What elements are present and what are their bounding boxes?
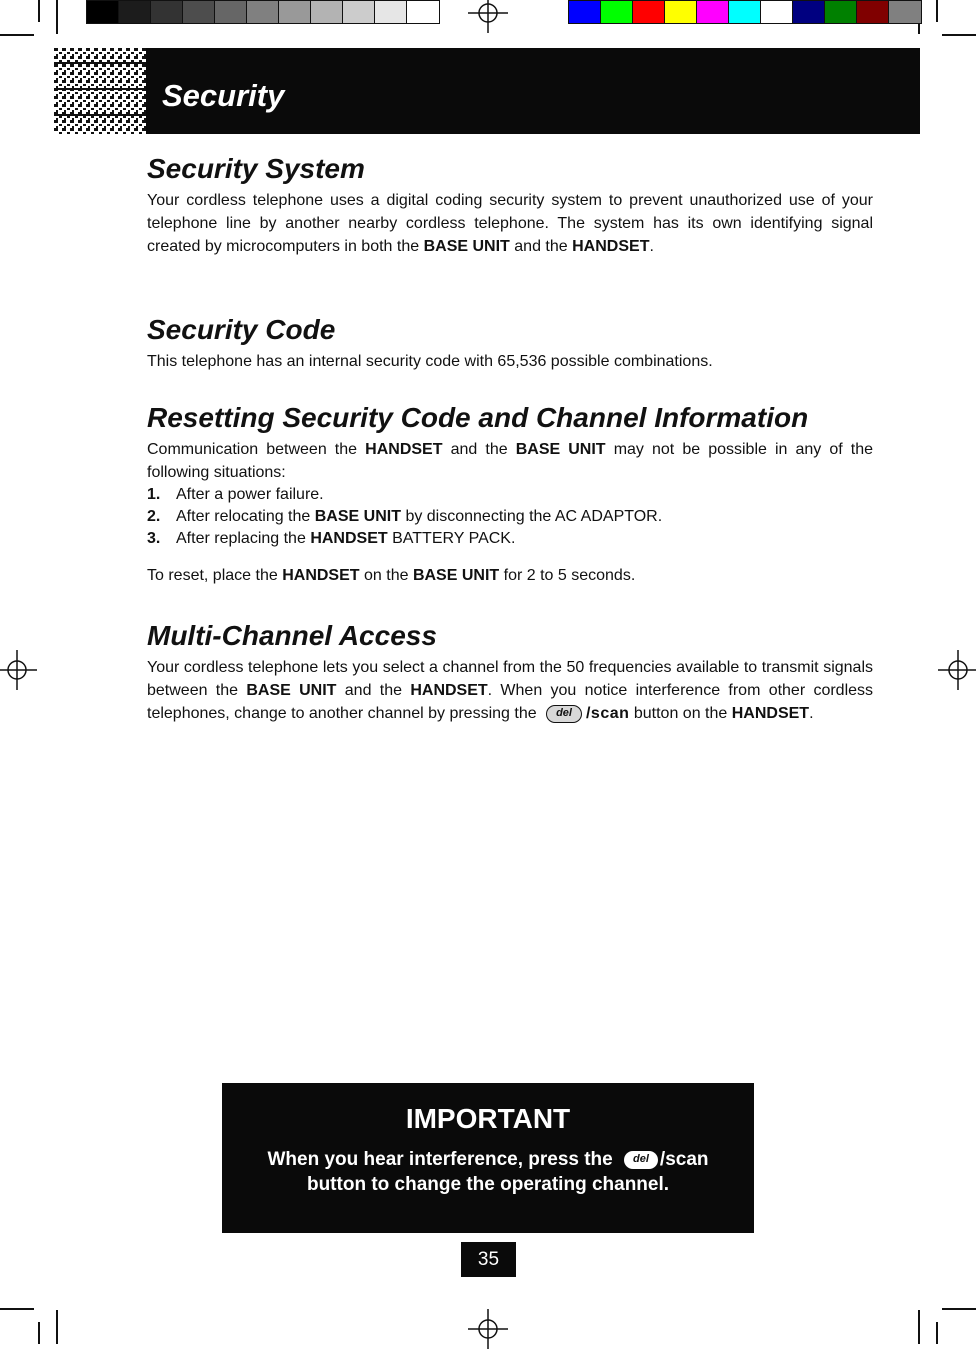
text-run: and the xyxy=(514,238,568,255)
section-paragraph: This telephone has an internal security code with 65,536 possible combinations. xyxy=(147,353,713,370)
bold-term: BASE UNIT xyxy=(246,682,337,699)
bold-term: HANDSET xyxy=(410,682,488,699)
important-text xyxy=(222,1147,754,1197)
important-notice-box xyxy=(222,1083,754,1233)
page-number: 35 xyxy=(461,1242,516,1277)
bold-term: HANDSET xyxy=(572,238,650,255)
resetting-section xyxy=(147,401,873,587)
color-calibration-bar xyxy=(568,0,922,24)
text-run: . When you notice interference from other cordless telephones, change to another channel by pressing the xyxy=(147,682,874,722)
text-run: . xyxy=(649,238,654,255)
text-run: To reset, place the xyxy=(147,567,278,584)
color-swatch xyxy=(665,1,697,23)
color-swatch xyxy=(601,1,633,23)
section-paragraph xyxy=(147,189,873,258)
gray-swatch xyxy=(407,1,439,23)
text-run: After relocating the xyxy=(176,508,311,525)
bold-term: BASE UNIT xyxy=(314,508,401,525)
crop-mark xyxy=(38,0,40,22)
page-title: Security xyxy=(162,78,285,113)
list-item xyxy=(147,484,873,506)
text-run: When you hear interference, press the xyxy=(267,1149,613,1170)
crop-mark xyxy=(942,34,976,36)
section-header-banner xyxy=(146,48,920,134)
bold-term: HANDSET xyxy=(282,567,360,584)
multi-channel-section xyxy=(147,619,873,725)
text-run: by disconnecting the AC ADAPTOR. xyxy=(405,508,663,525)
registration-mark-icon xyxy=(938,650,976,690)
color-swatch xyxy=(697,1,729,23)
gray-swatch xyxy=(375,1,407,23)
crop-mark xyxy=(918,1310,920,1344)
reset-instruction xyxy=(147,564,873,587)
text-run: on the xyxy=(364,567,409,584)
registration-mark-icon xyxy=(468,0,508,33)
text-run: may not be possible in any of the following situations: xyxy=(147,441,874,481)
security-code-section xyxy=(147,313,873,373)
bold-term: HANDSET xyxy=(731,705,810,722)
grayscale-calibration-bar xyxy=(86,0,440,24)
gray-swatch xyxy=(87,1,119,23)
color-swatch xyxy=(857,1,889,23)
gray-swatch xyxy=(279,1,311,23)
list-item xyxy=(147,506,873,528)
color-swatch xyxy=(793,1,825,23)
del-button-icon: del xyxy=(624,1151,658,1169)
text-run: Your cordless telephone uses a digital coding security system to prevent unauthorized use of your telephone line by another nearby cordless telephone. The system has its own identifying signal created by microcomputers in both the xyxy=(147,192,873,255)
text-run: . xyxy=(809,705,814,722)
text-run: Communication between the xyxy=(147,441,358,458)
text-run: for 2 to 5 seconds. xyxy=(503,567,636,584)
gray-swatch xyxy=(183,1,215,23)
crop-mark xyxy=(936,1322,938,1344)
gray-swatch xyxy=(247,1,279,23)
crop-mark xyxy=(936,0,938,22)
text-run: and the xyxy=(344,682,403,699)
section-paragraph xyxy=(147,438,873,484)
crop-mark xyxy=(0,34,34,36)
del-button-icon: del xyxy=(546,705,582,723)
color-swatch xyxy=(729,1,761,23)
list-item xyxy=(147,528,873,550)
dither-pattern-icon xyxy=(54,48,146,134)
text-run: After replacing the xyxy=(176,530,306,547)
text-run: button on the xyxy=(633,705,728,722)
crop-mark xyxy=(942,1308,976,1310)
section-heading: Resetting Security Code and Channel Information xyxy=(147,402,809,433)
gray-swatch xyxy=(311,1,343,23)
list-number: 3. xyxy=(147,530,161,547)
bold-term: HANDSET xyxy=(310,530,388,547)
section-heading: Multi-Channel Access xyxy=(147,620,437,651)
list-number: 2. xyxy=(147,508,161,525)
color-swatch xyxy=(889,1,921,23)
bold-term: BASE UNIT xyxy=(515,441,606,458)
color-swatch xyxy=(825,1,857,23)
bold-term: BASE UNIT xyxy=(423,238,510,255)
section-paragraph xyxy=(147,656,873,725)
section-heading: Security System xyxy=(147,153,365,184)
registration-mark-icon xyxy=(468,1309,508,1349)
text-run: and the xyxy=(450,441,508,458)
color-swatch xyxy=(761,1,793,23)
crop-mark xyxy=(0,1308,34,1310)
security-system-section xyxy=(147,152,873,258)
bold-term: BASE UNIT xyxy=(412,567,500,584)
text-run: BATTERY PACK. xyxy=(392,530,516,547)
crop-mark xyxy=(56,0,58,34)
gray-swatch xyxy=(215,1,247,23)
list-text xyxy=(176,506,662,528)
section-heading: Security Code xyxy=(147,314,336,345)
gray-swatch xyxy=(119,1,151,23)
text-run: Your cordless telephone lets you select a channel from the 50 frequencies available to transmit signals between the xyxy=(147,659,873,699)
bold-term: HANDSET xyxy=(365,441,443,458)
text-run: button to change the operating channel. xyxy=(306,1174,670,1195)
scan-label: /scan xyxy=(659,1149,709,1170)
scan-label: /scan xyxy=(585,705,630,722)
list-number: 1. xyxy=(147,486,161,503)
gray-swatch xyxy=(151,1,183,23)
color-swatch xyxy=(569,1,601,23)
situation-list xyxy=(147,484,873,550)
gray-swatch xyxy=(343,1,375,23)
registration-mark-icon xyxy=(0,650,37,690)
crop-mark xyxy=(56,1310,58,1344)
crop-mark xyxy=(38,1322,40,1344)
list-text: After a power failure. xyxy=(176,486,324,503)
color-swatch xyxy=(633,1,665,23)
important-title: IMPORTANT xyxy=(405,1103,571,1134)
list-text xyxy=(176,528,515,550)
